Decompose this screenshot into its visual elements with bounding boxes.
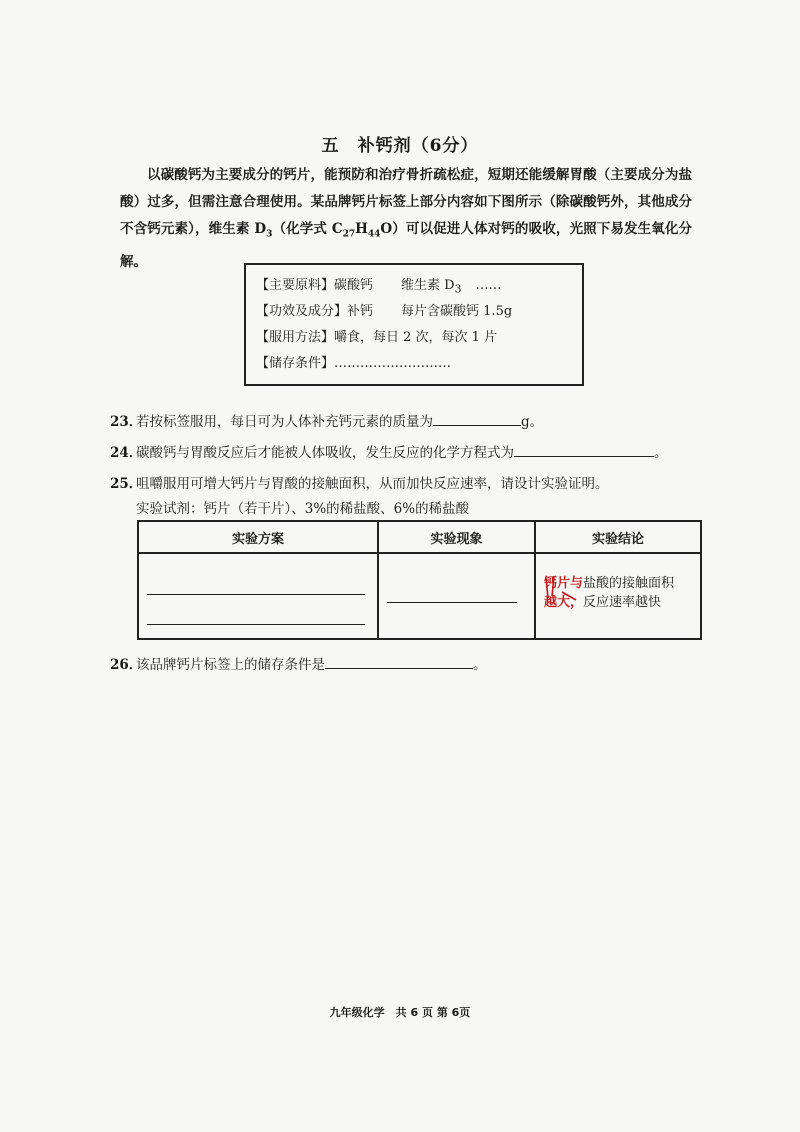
answer-blank-23[interactable] — [433, 411, 521, 426]
intro-text-2: （化学式 C — [272, 221, 343, 237]
question-end: 。 — [654, 445, 668, 461]
label-line-ingredients — [256, 273, 582, 299]
label-val-usage: 嚼食，每日 2 次，每次 1 片 — [334, 330, 498, 345]
question-unit: g。 — [521, 414, 544, 430]
conclusion-handwritten-2: 越大， — [544, 595, 584, 610]
conclusion-cell — [535, 553, 701, 639]
label-val-content: 每片含碳酸钙 1.5g — [401, 304, 513, 319]
question-25 — [110, 472, 609, 492]
header-phenomenon: 实验现象 — [378, 521, 535, 553]
question-number: 25． — [110, 476, 143, 492]
page-footer: 九年级化学 共 6 页 第 6页 — [329, 1006, 471, 1019]
label-val-effect: 补钙 — [347, 304, 374, 319]
phenomenon-answer-line[interactable] — [387, 602, 517, 603]
plan-answer-line-2[interactable] — [147, 624, 365, 625]
question-text: 碳酸钙与胃酸反应后才能被人体吸收，发生反应的化学方程式为 — [136, 445, 514, 461]
question-23 — [110, 410, 543, 430]
label-key-usage: 【服用方法】 — [256, 330, 335, 345]
question-text: 该品牌钙片标签上的储存条件是 — [136, 657, 325, 673]
label-key-ingredients: 【主要原料】 — [256, 278, 335, 293]
label-line-usage — [256, 325, 582, 351]
label-key-effect: 【功效及成分】 — [256, 304, 348, 319]
plan-answer-line-1[interactable] — [147, 594, 365, 595]
label-line-storage — [256, 351, 582, 377]
label-val-storage: ……………………… — [334, 356, 452, 371]
question-text: 若按标签服用，每日可为人体补充钙元素的质量为 — [136, 414, 433, 430]
red-correction-mark — [542, 572, 582, 602]
conclusion-line-1: 盐酸的接触面积 — [583, 576, 675, 591]
label-line-effect — [256, 299, 582, 325]
intro-text-4: O）可以促进人体对钙的吸收，光照下易发生氧化分解。 — [120, 221, 692, 270]
header-conclusion: 实验结论 — [535, 521, 701, 553]
header-plan: 实验方案 — [138, 521, 378, 553]
product-label-box — [244, 263, 584, 386]
question-end: 。 — [473, 657, 487, 673]
question-26 — [110, 653, 487, 673]
question-25-reagents: 实验试剂：钙片（若干片）、3%的稀盐酸、6%的稀盐酸 — [136, 501, 470, 517]
intro-sub-2: 27 — [342, 229, 356, 240]
answer-blank-26[interactable] — [325, 654, 473, 669]
question-text: 咀嚼服用可增大钙片与胃酸的接触面积，从而加快反应速率，请设计实验证明。 — [136, 476, 609, 492]
intro-text-1: 以碳酸钙为主要成分的钙片，能预防和治疗骨折疏松症，短期还能缓解胃酸（主要成分为盐酸）过多，但需注意合理使用。某品牌钙片标签上部分内容如下图所示（除碳酸钙外，其他成分不含钙元素），维生素 D — [120, 167, 692, 237]
question-number: 24． — [110, 445, 143, 461]
intro-paragraph — [120, 162, 692, 276]
table-row — [138, 553, 701, 639]
conclusion-line-2: 反应速率越快 — [583, 595, 662, 610]
question-number: 23． — [110, 414, 143, 430]
table-header-row — [138, 521, 701, 553]
experiment-table — [137, 520, 702, 640]
label-key-storage: 【储存条件】 — [256, 356, 335, 371]
intro-sub-1: 3 — [266, 229, 273, 240]
label-val-vitamin-sub: 3 — [454, 282, 462, 296]
answer-blank-24[interactable] — [514, 442, 654, 457]
section-title: 五 补钙剂（6分） — [321, 136, 479, 156]
intro-text-3: H — [355, 221, 368, 237]
label-val-vitamin-d: 维生素 D — [401, 278, 455, 293]
label-val-calcium-carbonate: 碳酸钙 — [334, 278, 374, 293]
question-24 — [110, 441, 668, 461]
question-number: 26． — [110, 657, 143, 673]
intro-sub-3: 44 — [367, 229, 381, 240]
label-val-ellipsis: …… — [475, 278, 502, 293]
phenomenon-cell — [378, 553, 535, 639]
plan-cell — [138, 553, 378, 639]
conclusion-handwritten-1: 钙片与 — [544, 576, 584, 591]
